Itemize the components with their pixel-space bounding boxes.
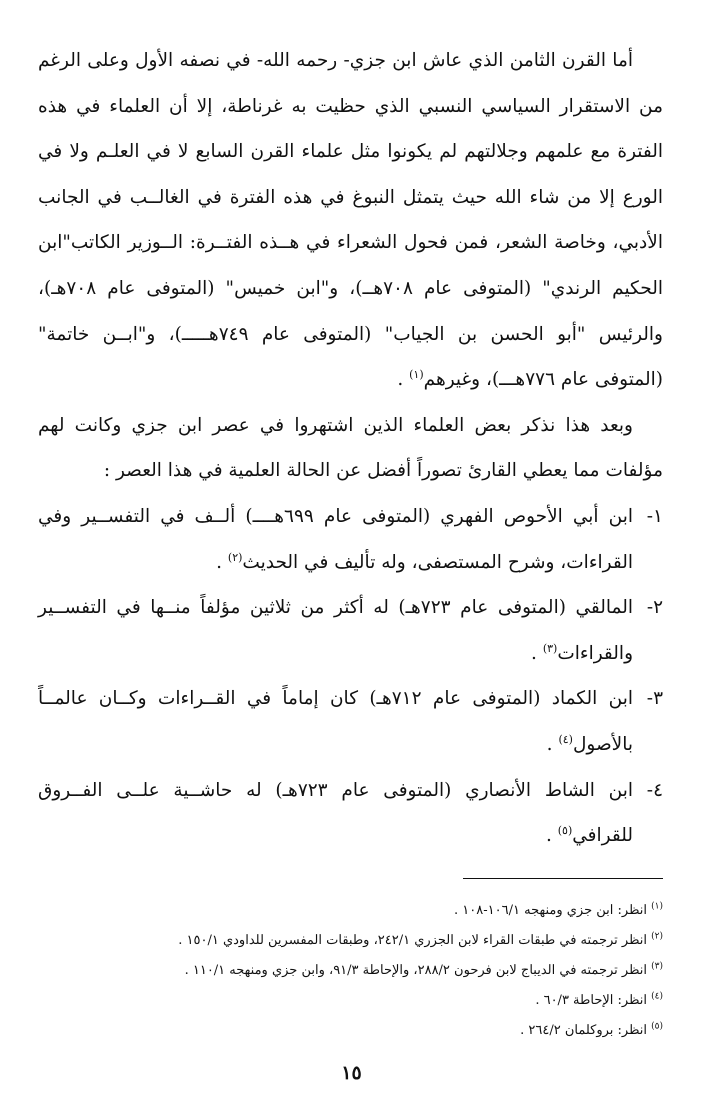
page-number: ١٥ <box>341 1062 362 1084</box>
list-item <box>38 585 663 676</box>
footnote-marker: (٤) <box>558 732 573 746</box>
footnote-marker: (٢) <box>227 550 243 564</box>
list-item-number: ٤- <box>646 779 663 801</box>
footnote-marker: (١) <box>409 368 424 381</box>
list-item-number: ٣- <box>646 688 663 710</box>
footnote <box>38 1016 663 1046</box>
list-item-text: ابن أبي الأحوص الفهري (المتوفى عام ٦٩٩هــــ) ألــف في التفســير وفي القراءات، وشرح المستصفى، وله تأليف في الحديث <box>38 505 633 573</box>
footnote-marker: (٥) <box>557 823 573 837</box>
list-item-end: . <box>531 642 543 664</box>
list-item-text: المالقي (المتوفى عام ٧٢٣هـ) له أكثر من ثلاثين مؤلفاً منــها في التفســير والقراءات <box>38 597 634 664</box>
list-item-number: ٢- <box>646 597 664 619</box>
footnote-number: (٢) <box>651 931 663 942</box>
list-item-text: ابن الشاط الأنصاري (المتوفى عام ٧٢٣هـ) له حاشــية علــى الفــروق للقرافي <box>38 779 633 847</box>
paragraph-intro <box>38 38 663 403</box>
list-item-end: . <box>545 825 558 847</box>
paragraph-end: . <box>397 369 410 391</box>
paragraph-scholars: وبعد هذا نذكر بعض العلماء الذين اشتهروا في عصر ابن جزي وكانت لهم مؤلفات مما يعطي القارئ تصوراً أفضل عن الحالة العلمية في هذا العصر : <box>38 414 663 482</box>
footnote <box>38 956 663 986</box>
list-item <box>38 676 663 767</box>
list-item-number: ١- <box>646 505 663 527</box>
footnote-text: انظر: ابن جزي ومنهجه ١٠٦/١-١٠٨ . <box>454 903 647 918</box>
list-item-end: . <box>546 733 559 755</box>
footnote-number: (١) <box>651 901 663 912</box>
list-item <box>38 494 663 585</box>
main-text <box>38 38 663 859</box>
footnote-text: انظر: بروكلمان ٢٦٤/٢ . <box>520 1023 647 1038</box>
footnote-text: انظر ترجمته في الديباج لابن فرحون ٢٨٨/٢، والإحاطة ٩١/٣، وابن جزي ومنهجه ١١٠/١ . <box>184 963 647 978</box>
footnote <box>38 896 663 926</box>
list-item-text: ابن الكماد (المتوفى عام ٧١٢هـ) كان إماماً في القــراءات وكــان عالمــاً بالأصول <box>38 688 633 755</box>
footnote <box>38 986 663 1016</box>
footnote-text: انظر ترجمته في طبقات القراء لابن الجزري ٢٤٢/١، وطبقات المفسرين للداودي ١٥٠/١ . <box>178 933 647 948</box>
paragraph-intro-text: أما القرن الثامن الذي عاش ابن جزي- رحمه الله- في نصفه الأول وعلى الرغم من الاستقرار السياسي النسبي الذي حظيت به غرناطة، إلا أن العلماء في هذه الفترة مع علمهم وجلالتهم لم يكونوا مثل علماء القرن السابع لا في العلـم ولا في الورع إلا من شاء الله حيث يتمثل النبوغ في هذه الفترة في الغالــب في الجانب الأدبي، وخاصة الشعر، فمن فحول الشعراء في هــذه الفتــرة: الــوزير الكاتب"ابن الحكيم الرندي" (المتوفى عام ٧٠٨هــ)، و"ابن خميس" (المتوفى عام ٧٠٨هـ)، والرئيس "أبو الحسن بن الجياب" (المتوفى عام ٧٤٩هـــــ)، و"ابــن خاتمة" (المتوفى عام ٧٧٦هـــ)، وغيرهم <box>38 50 663 391</box>
list-item <box>38 768 663 859</box>
list-item-end: . <box>216 551 228 573</box>
footnote-number: (٥) <box>651 1021 663 1032</box>
footnotes <box>38 896 663 1046</box>
footnote-number: (٣) <box>651 961 663 972</box>
footnote <box>38 926 663 956</box>
footnote-number: (٤) <box>651 991 663 1002</box>
footnote-divider <box>463 878 663 879</box>
footnote-marker: (٣) <box>542 641 558 655</box>
footnote-text: انظر: الإحاطة ٦٠/٣ . <box>535 993 647 1008</box>
